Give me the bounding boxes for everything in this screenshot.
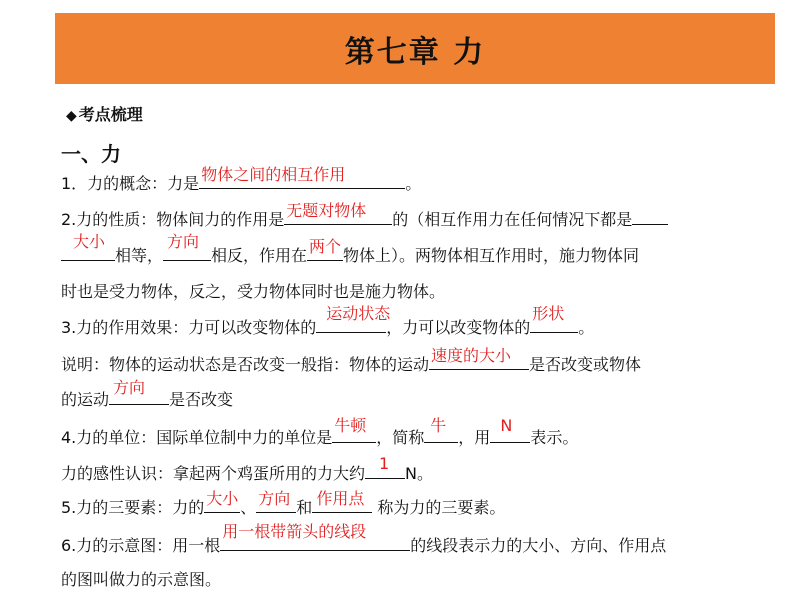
chapter-title: 第七章 力	[344, 34, 486, 70]
chapter-banner	[55, 13, 775, 84]
answer-blank: 1	[365, 460, 405, 479]
answer-blank: 方向	[256, 494, 296, 513]
answer-blank: 物体之间的相互作用	[199, 170, 405, 189]
answer-blank: 作用点	[312, 494, 372, 513]
line-diagram-end: 的图叫做力的示意图。	[61, 570, 222, 589]
answer-blank	[632, 206, 668, 225]
heading-force: 一、力	[61, 142, 121, 166]
answer-blank: 无题对物体	[284, 206, 392, 225]
line-property-cont: 大小 相等， 方向 相反，作用在 两个 物体上）。两物体相互作用时，施力物体同	[61, 242, 639, 268]
line-diagram: 6.力的示意图：用一根 用一根带箭头的线段 的线段表示力的大小、方向、作用点	[61, 522, 667, 555]
line-property-end: 时也是受力物体，反之，受力物体同时也是施力物体。	[61, 282, 446, 301]
line-concept: 1．力的概念：力是 物体之间的相互作用 。	[61, 165, 422, 193]
answer-blank: N	[490, 424, 530, 443]
answer-blank: 用一根带箭头的线段	[220, 532, 410, 551]
diamond-bullet-icon: ◆	[66, 108, 77, 124]
answer-blank: 形状	[530, 314, 578, 333]
answer-blank: 牛	[424, 424, 458, 443]
answer-blank: 大小	[204, 494, 240, 513]
line-note: 说明：物体的运动状态是否改变一般指：物体的运动 速度的大小 是否改变或物体	[61, 346, 642, 374]
answer-blank: 运动状态	[316, 314, 386, 333]
line-three-elements: 5.力的三要素：力的 大小 、 方向 和 作用点 称为力的三要素。	[61, 489, 506, 517]
line-effect: 3.力的作用效果：力可以改变物体的 运动状态 ，力可以改变物体的 形状 。	[61, 304, 595, 337]
answer-blank: 大小	[61, 242, 115, 261]
line-perception: 力的感性认识：拿起两个鸡蛋所用的力大约 1 N。	[61, 454, 433, 483]
answer-blank: 两个	[307, 242, 343, 261]
section-tag-label: 考点梳理	[78, 105, 143, 124]
answer-blank: 速度的大小	[429, 351, 529, 370]
line-note-cont: 的运动 方向 是否改变	[61, 378, 234, 409]
answer-blank: 方向	[109, 386, 169, 405]
answer-blank: 方向	[163, 242, 211, 261]
line-property: 2.力的性质：物体间力的作用是 无题对物体 的（相互作用力在任何情况下都是	[61, 206, 668, 232]
line-unit: 4.力的单位：国际单位制中力的单位是 牛顿 ，简称 牛 ，用 N 表示。	[61, 416, 579, 447]
section-tag	[66, 102, 143, 125]
answer-blank: 牛顿	[332, 424, 376, 443]
